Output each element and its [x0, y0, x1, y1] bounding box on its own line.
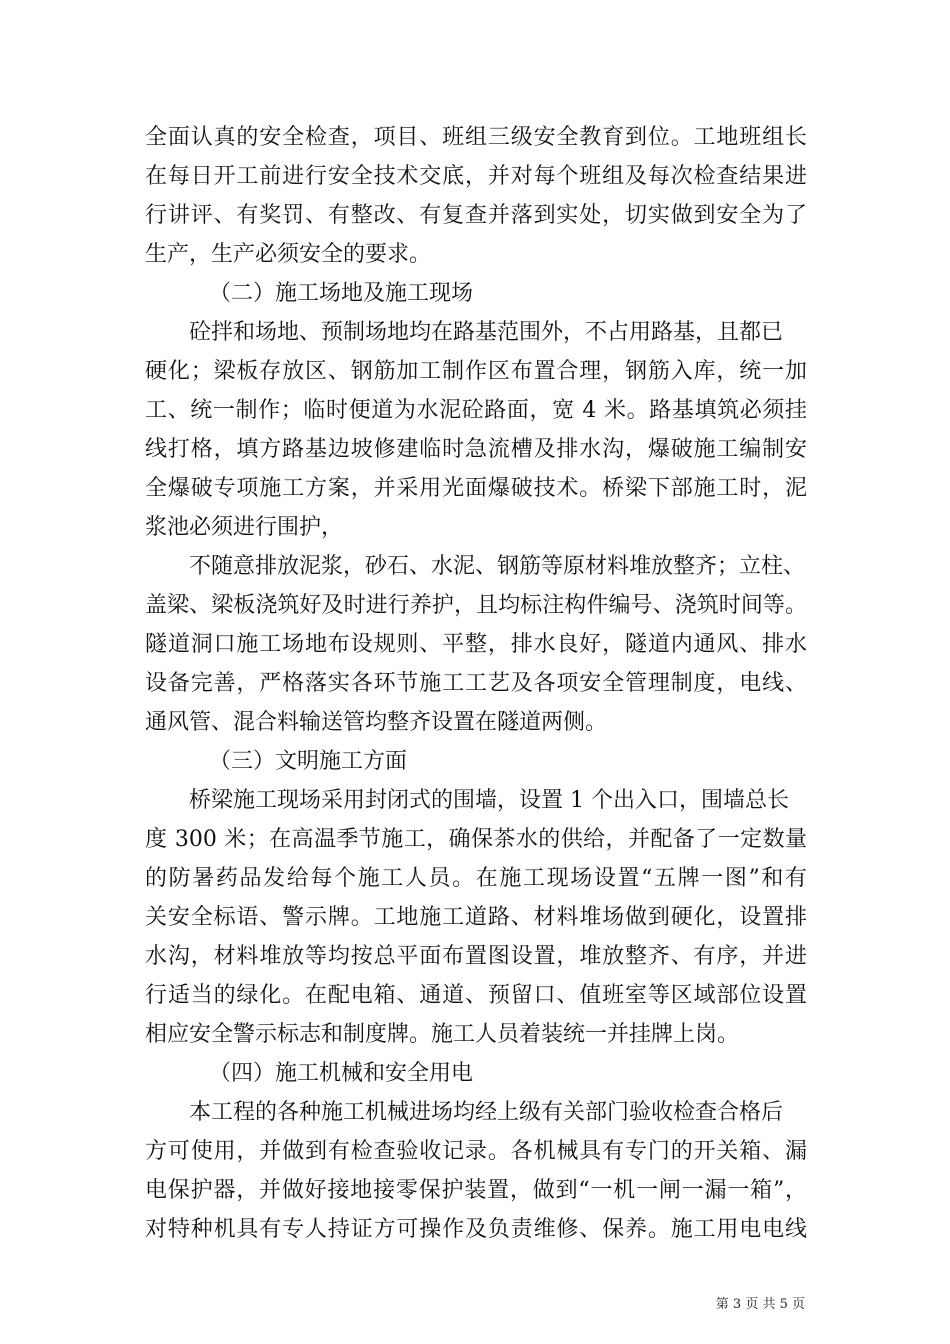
- text-line: 砼拌和场地、预制场地均在路基范围外，不占用路基，且都已: [189, 320, 784, 345]
- text-line: 线打格，填方路基边坡修建临时急流槽及排水沟，爆破施工编制安: [145, 437, 807, 462]
- section-heading: （三）文明施工方面: [209, 749, 408, 774]
- text-line: 的防暑药品发给每个施工人员。在施工现场设置“五牌一图”和有: [145, 866, 807, 891]
- text-line: 电保护器，并做好接地接零保护装置，做到“一机一闸一漏一箱”，: [145, 1178, 807, 1203]
- text-line: 设备完善，严格落实各环节施工工艺及各项安全管理制度，电线、: [145, 671, 807, 696]
- text-line: 盖梁、梁板浇筑好及时进行养护，且均标注构件编号、浇筑时间等。: [145, 593, 807, 618]
- text-line: 浆池必须进行围护，: [145, 515, 344, 540]
- text-line: 桥梁施工现场采用封闭式的围墙，设置 1 个出入口，围墙总长: [189, 788, 789, 813]
- text-line: 隧道洞口施工场地布设规则、平整，排水良好，隧道内通风、排水: [145, 632, 807, 657]
- section-heading: （四）施工机械和安全用电: [209, 1061, 474, 1086]
- text-line: 对特种机具有专人持证方可操作及负责维修、保养。施工用电电线: [145, 1217, 807, 1242]
- text-line: 全面认真的安全检查，项目、班组三级安全教育到位。工地班组长: [145, 125, 807, 150]
- text-line: 行适当的绿化。在配电箱、通道、预留口、值班室等区域部位设置: [145, 983, 807, 1008]
- text-line: 全爆破专项施工方案，并采用光面爆破技术。桥梁下部施工时，泥: [145, 476, 807, 501]
- text-line: 工、统一制作；临时便道为水泥砼路面，宽 4 米。路基填筑必须挂: [145, 398, 807, 423]
- text-line: 本工程的各种施工机械进场均经上级有关部门验收检查合格后: [189, 1100, 784, 1125]
- text-line: 通风管、混合料输送管均整齐设置在隧道两侧。: [145, 710, 608, 735]
- text-line: 不随意排放泥浆，砂石、水泥、钢筋等原材料堆放整齐；立柱、: [189, 554, 806, 579]
- text-line: 生产，生产必须安全的要求。: [145, 242, 432, 267]
- text-line: 相应安全警示标志和制度牌。施工人员着装统一并挂牌上岗。: [145, 1022, 740, 1047]
- text-line: 水沟，材料堆放等均按总平面布置图设置，堆放整齐、有序，并进: [145, 944, 807, 969]
- document-body: [145, 118, 807, 1249]
- page-number-footer: 第 3 页 共 5 页: [715, 1297, 805, 1312]
- text-line: 方可使用，并做到有检查验收记录。各机械具有专门的开关箱、漏: [145, 1139, 807, 1164]
- text-line: 行讲评、有奖罚、有整改、有复查并落到实处，切实做到安全为了: [145, 203, 807, 228]
- text-line: 硬化；梁板存放区、钢筋加工制作区布置合理，钢筋入库，统一加: [145, 359, 807, 384]
- text-line: 关安全标语、警示牌。工地施工道路、材料堆场做到硬化，设置排: [145, 905, 807, 930]
- section-heading: （二）施工场地及施工现场: [209, 281, 474, 306]
- text-line: 度 300 米；在高温季节施工，确保茶水的供给，并配备了一定数量: [145, 827, 807, 852]
- text-line: 在每日开工前进行安全技术交底，并对每个班组及每次检查结果进: [145, 164, 807, 189]
